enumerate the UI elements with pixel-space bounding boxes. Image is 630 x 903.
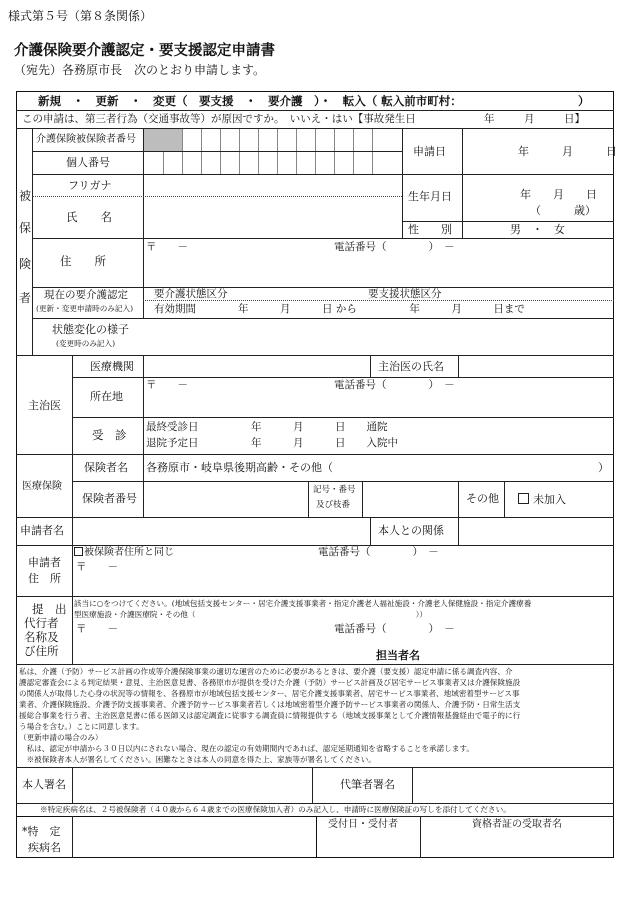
furigana-label: フリガナ xyxy=(68,179,112,192)
age-field[interactable]: （ 歳） xyxy=(530,204,596,217)
consent-line: 護認定審査会による判定結果・意見、主治医意見書、各務原市が提供を受けた介護（予防）サービス計画及び居宅サービス事業者又は介護保険施設 xyxy=(19,678,521,687)
agent-label: 提 出 xyxy=(32,602,67,616)
form-number: 様式第５号（第８条関係） xyxy=(8,9,153,23)
self-signature-label: 本人署名 xyxy=(22,778,66,791)
staff-name-label: 担当者名 xyxy=(376,649,420,662)
consent-line: の関係人が取得した心身の状況等の情報を、各務原市が地域包括支援センター、居宅介護支援事業者、居宅サービス事業者、地域密着型サービス事 xyxy=(19,689,520,698)
section-label-insured: 被 xyxy=(19,189,32,203)
change-label: 状態変化の様子 xyxy=(52,323,129,336)
visit-label: 受 診 xyxy=(92,428,127,442)
care-category[interactable]: 要介護状態区分 xyxy=(154,288,228,300)
not-enrolled-label: 未加入 xyxy=(533,493,566,506)
insured-postal[interactable]: 〒 － xyxy=(146,241,188,253)
checkbox-icon[interactable] xyxy=(74,547,83,556)
form-frame xyxy=(16,91,614,858)
other-label: その他 xyxy=(466,492,499,505)
footnote: ※特定疾病名は、２号被保険者（４０歳から６４歳までの医療保険加入者）のみ記入し、申請時に医療保険証の写しを添付してください。 xyxy=(40,805,511,814)
specific-disease-field[interactable] xyxy=(73,817,315,856)
address-label: 住 所 xyxy=(60,254,106,268)
insured-phone[interactable]: 電話番号（ ） － xyxy=(334,241,455,253)
consent-line: 私は、認定が申請から３０日以内にされない場合、現在の認定の有効期間内であれば、認定延期通知を省略することを承諾します。 xyxy=(19,744,475,753)
certificate-recipient-label: 資格者証の受取者名 xyxy=(472,819,562,830)
symbol-number-label: 記号・番号 xyxy=(313,485,356,495)
consent-line: ※被保険者本人が署名してください。困難なときは本人の同意を得た上、家族等が署名してください。 xyxy=(19,755,376,764)
sex-choice[interactable]: 男 ・ 女 xyxy=(510,223,565,236)
proxy-signature-label: 代筆者署名 xyxy=(340,778,395,791)
consent-line: （更新申請の場合のみ） xyxy=(19,733,103,742)
doctor-postal[interactable]: 〒 － xyxy=(146,379,188,391)
relation-label: 本人との関係 xyxy=(378,524,444,537)
insurer-name-choice[interactable]: 各務原市・岐阜県後期高齢・その他（ xyxy=(146,461,333,474)
applicant-address-label: 申請者 xyxy=(28,556,61,569)
checkbox-icon[interactable] xyxy=(518,493,529,504)
addressee: （宛先）各務原市長 次のとおり申請します。 xyxy=(14,63,266,77)
form-title: 介護保険要介護認定・要支援認定申請書 xyxy=(14,42,275,59)
applicant-phone[interactable]: 電話番号（ ） － xyxy=(318,546,439,558)
care-level-label: 現在の要介護認定 xyxy=(44,289,128,301)
my-number-label: 個人番号 xyxy=(66,156,110,169)
agent-instruction[interactable]: 該当に○をつけてください。(地域包括支援センター・居宅介護支援事業者・指定介護老人福祉施設・介護老人保健施設・指定介護療養 xyxy=(74,599,532,608)
consent-line: 私は、介護（予防）サービス計画の作成等介護保険事業の適切な運営のために必要があるときは、要介護（要支援）認定申請に係る調査内容、介 xyxy=(19,667,513,676)
applicant-postal[interactable]: 〒 － xyxy=(76,561,118,573)
proxy-signature-field[interactable] xyxy=(413,768,612,802)
same-address-checkbox[interactable]: 被保険者住所と同じ xyxy=(74,547,174,558)
application-type-options[interactable]: 新規 ・ 更新 ・ 変更（ 要支援 ・ 要介護 ）・ 転入（ 転入前市町村： xyxy=(38,94,462,108)
consent-line: う場合を含む。）ことに同意します。 xyxy=(19,722,144,731)
not-enrolled-checkbox[interactable] xyxy=(518,493,566,505)
doctor-phone[interactable]: 電話番号（ ） － xyxy=(334,379,455,391)
insurer-number-label: 保険者番号 xyxy=(82,492,137,505)
doctor-name-label: 主治医の氏名 xyxy=(378,360,444,373)
receipt-label: 受付日・受付者 xyxy=(328,819,398,830)
third-party-question[interactable]: この申請は、第三者行為（交通事故等）が原因ですか。 いいえ・はい【事故発生日 xyxy=(22,113,416,125)
institution-label: 医療機関 xyxy=(90,360,134,373)
apply-date-field[interactable]: 年 月 日 xyxy=(518,145,617,158)
last-visit-field[interactable]: 最終受診日 年 月 日 通院 xyxy=(146,421,388,433)
birth-date-field[interactable]: 年 月 日 xyxy=(520,188,597,201)
section-label-medical-insurance: 医療保険 xyxy=(22,481,62,492)
valid-period[interactable]: 有効期間 年 月 日 から 年 月 日まで xyxy=(154,303,525,315)
discharge-field[interactable]: 退院予定日 年 月 日 入院中 xyxy=(146,437,398,449)
name-label: 氏 名 xyxy=(66,210,112,224)
sex-label: 性 別 xyxy=(408,223,452,236)
consent-line: 業者、介護保険施設、介護予防支援事業者、介護予防サービス事業者若しくは地域密着型介護予防サービス事業者の関係人、介護予防・日常生活支 xyxy=(19,700,521,709)
consent-line: 援総合事業を行う者、主治医意見書に係る医師又は認定調査に従事する調査員に情報提供する（地域支援事業として介護情報基盤経由で電子的に行 xyxy=(19,711,521,720)
insurer-name-label: 保険者名 xyxy=(84,461,128,474)
self-signature-field[interactable] xyxy=(73,768,311,802)
agent-phone[interactable]: 電話番号（ ） － xyxy=(334,623,455,635)
insured-number-shaded-cells xyxy=(144,129,182,151)
insured-number-label: 介護保険被保険者番号 xyxy=(36,134,136,145)
section-label-doctor: 主治医 xyxy=(28,399,61,412)
agent-postal[interactable]: 〒 － xyxy=(76,623,118,635)
location-label: 所在地 xyxy=(90,390,123,403)
applicant-name-label: 申請者名 xyxy=(20,524,64,537)
specific-disease-label: *特 定 xyxy=(22,825,61,838)
support-category[interactable]: 要支援状態区分 xyxy=(368,288,442,300)
birth-date-label: 生年月日 xyxy=(408,190,452,203)
apply-date-label: 申請日 xyxy=(413,145,446,158)
